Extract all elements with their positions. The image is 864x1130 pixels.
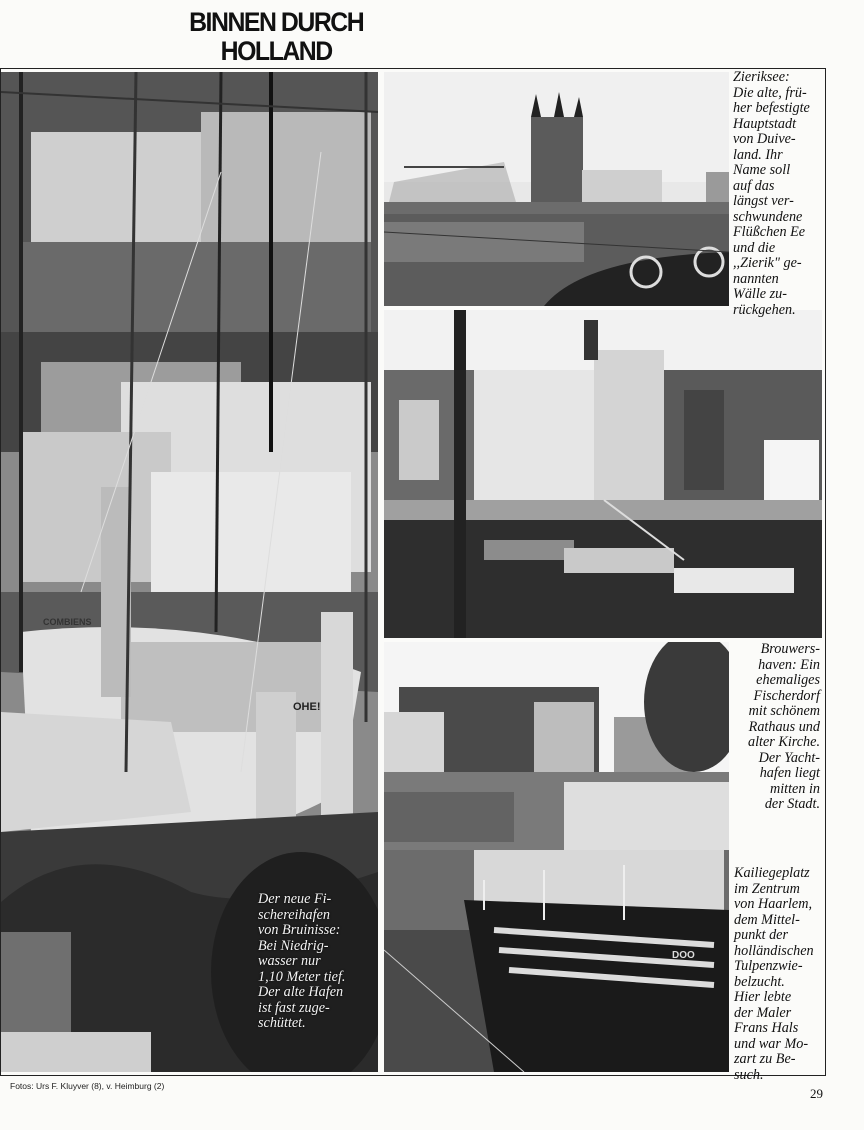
sail-hull-text: COMBIENS (43, 617, 92, 627)
headline-line-1: BINNEN DURCH (189, 7, 364, 37)
castle-gate-photo (384, 72, 729, 306)
headline-line-2: HOLLAND (220, 36, 332, 66)
caption-zierikzee: Zieriksee: Die alte, frü- her befestigte Hauptstadt von Duive- land. Ihr Name soll auf das längst ver- schwundene Flüßchen Ee und die ,,Zierik" ge- nannten Wälle zu- rückgehen. (733, 69, 810, 318)
hull-text: OHE! (293, 701, 321, 713)
headline (186, 8, 366, 66)
canal-houses-photo (384, 310, 822, 638)
fishing-boat-photo (384, 850, 729, 1072)
caption-brouwershaven: Brouwers- haven: Ein ehemaliges Fischerdorf mit schönem Rathaus und alter Kirche. Der Yacht- hafen liegt mitten in der Stadt. (748, 641, 820, 812)
caption-bruinisse: Der neue Fi- schereihafen von Bruinisse: Bei Niedrig- wasser nur 1,10 Meter tief. Der alte Hafen ist fast zuge- schüttet. (258, 891, 346, 1031)
fishing-boat-hull-text: DOO (672, 950, 695, 961)
caption-haarlem: Kailiegeplatz im Zentrum von Haarlem, dem Mittel- punkt der holländischen Tulpenzwie- belzucht. Hier lebte der Maler Frans Hals und war Mo- zart zu Be- such. (734, 865, 814, 1083)
photo-credit: Fotos: Urs F. Kluyver (8), v. Heimburg (2) (10, 1081, 165, 1091)
page-number: 29 (810, 1086, 823, 1101)
